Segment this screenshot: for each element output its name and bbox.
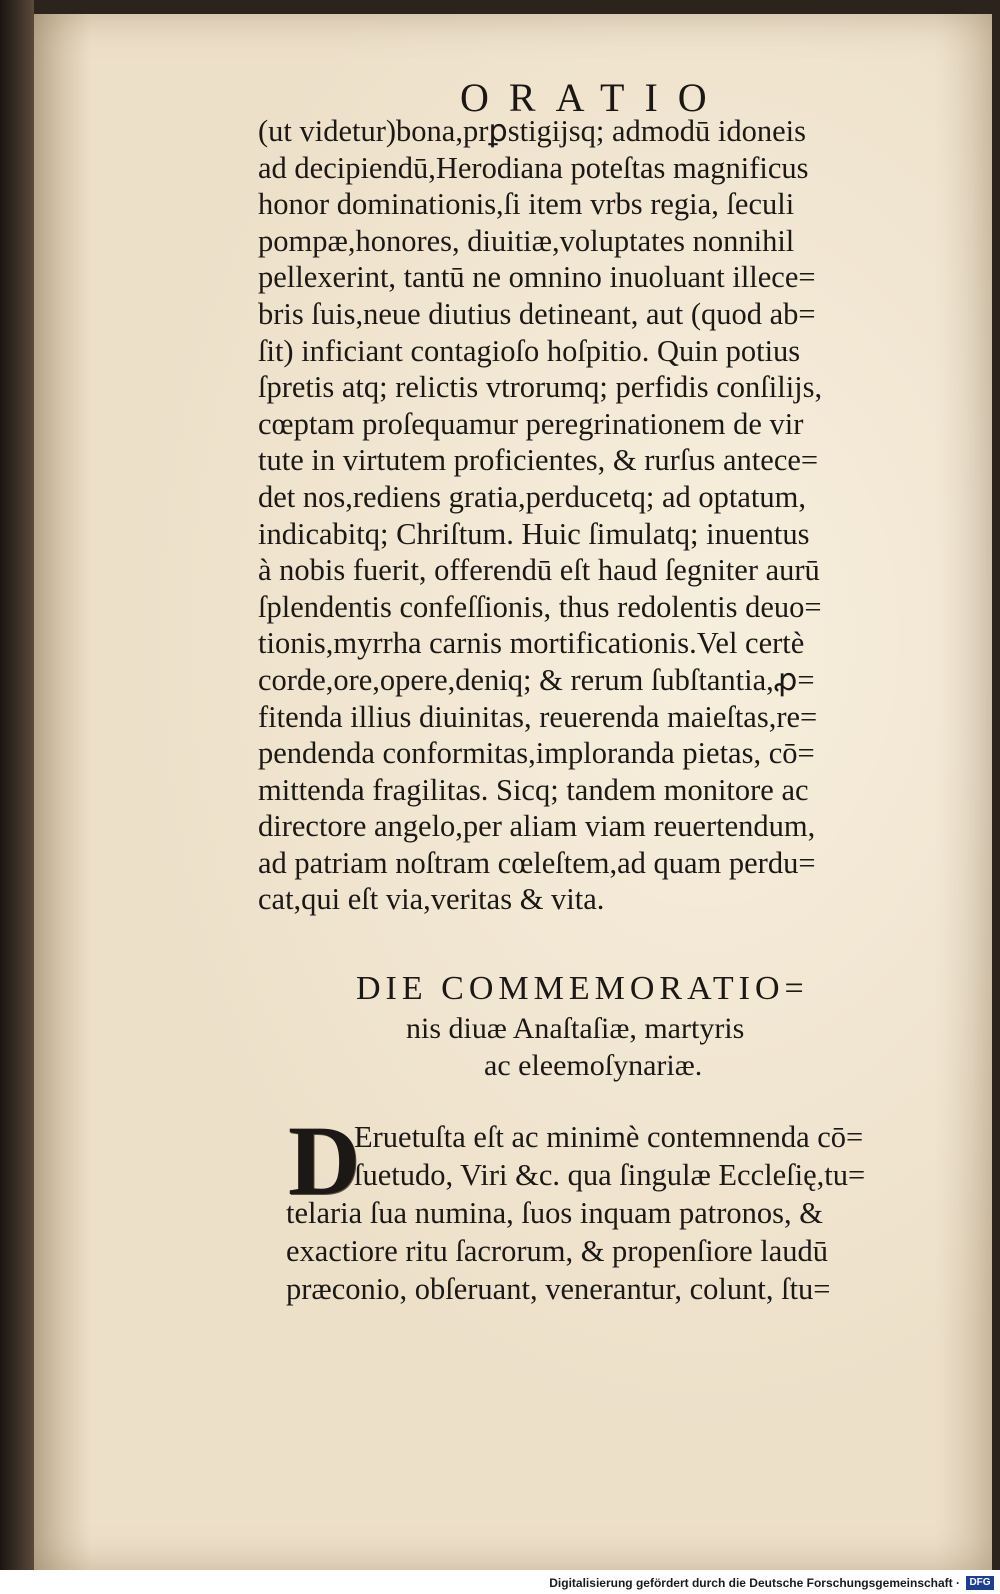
- text-line: cat,qui eſt via,veritas & vita.: [258, 882, 605, 917]
- text-line: det nos,rediens gratia,perducetq; ad optatum,: [258, 479, 806, 514]
- dfg-logo-icon: DFG: [966, 1576, 994, 1590]
- text-line: directore angelo,per aliam viam reuertendum,: [258, 809, 816, 844]
- text-line: tute in virtutem proficientes, & rurſus antece=: [258, 443, 819, 478]
- paragraph-commemoratio: [286, 1105, 976, 1308]
- text-line: indicabitq; Chriſtum. Huic ſimulatq; inuentus: [258, 516, 810, 551]
- text-line: ſplendentis confeſſionis, thus redolentis deuo=: [258, 589, 822, 624]
- footer-bar: [0, 1570, 1000, 1594]
- section-heading-line: ac eleemoſynariæ.: [484, 1049, 703, 1082]
- book-binding-edge: [0, 0, 34, 1594]
- text-line: cœptam proſequamur peregrinationem de vir: [258, 406, 804, 441]
- text-line: ad patriam noſtram cœleſtem,ad quam perdu=: [258, 845, 816, 880]
- running-head: ORATIO: [460, 75, 727, 120]
- decorated-initial: D: [288, 1105, 361, 1216]
- funding-credit: Digitalisierung gefördert durch die Deutsche Forschungsgemeinschaft ·: [549, 1576, 960, 1590]
- text-line: ſpretis atq; relictis vtrorumq; perfidis conſilijs,: [258, 370, 823, 405]
- text-line: tionis,myrrha carnis mortificationis.Vel certè: [258, 626, 805, 661]
- text-line: ſuetudo, Viri &c. qua ſingulæ Eccleſię,tu=: [354, 1158, 866, 1192]
- text-line: fitenda illius diuinitas, reuerenda maieſtas,re=: [258, 699, 818, 734]
- paragraph-oratio-ending: [258, 113, 968, 918]
- text-line: (ut videtur)bona,prꝑstigijsq; admodū idoneis: [258, 114, 806, 148]
- section-heading: [356, 970, 976, 1086]
- text-line: Eruetuſta eſt ac minimè contemnenda cō=: [354, 1120, 864, 1154]
- page-right-edge: [992, 14, 1000, 1570]
- text-line: ſit) inficiant contagioſo hoſpitio. Quin potius: [258, 333, 801, 368]
- text-line: ad decipiendū,Herodiana poteſtas magnificus: [258, 150, 809, 185]
- text-line: à nobis fuerit, offerendū eſt haud ſegniter aurū: [258, 553, 820, 588]
- text-line: pompæ,honores, diuitiæ,voluptates nonnihil: [258, 223, 795, 258]
- text-line: pendenda conformitas,imploranda pietas, cō=: [258, 736, 815, 771]
- text-line: præconio, obſeruant, venerantur, colunt, ſtu=: [286, 1272, 831, 1306]
- text-line: corde,ore,opere,deniq; & rerum ſubſtantia,ꝓ=: [258, 662, 815, 697]
- text-line: exactiore ritu ſacrorum, & propenſiore laudū: [286, 1234, 829, 1268]
- text-line: pellexerint, tantū ne omnino inuoluant illece=: [258, 260, 816, 295]
- text-line: honor dominationis,ſi item vrbs regia, ſeculi: [258, 187, 795, 222]
- text-line: telaria ſua numina, ſuos inquam patronos, &: [286, 1196, 824, 1230]
- section-heading-line: nis diuæ Anaſtaſiæ, martyris: [406, 1012, 745, 1045]
- section-heading-line: DIE COMMEMORATIO=: [356, 970, 809, 1007]
- text-line: mittenda fragilitas. Sicq; tandem monitore ac: [258, 772, 809, 807]
- text-line: bris ſuis,neue diutius detineant, aut (quod ab=: [258, 296, 816, 331]
